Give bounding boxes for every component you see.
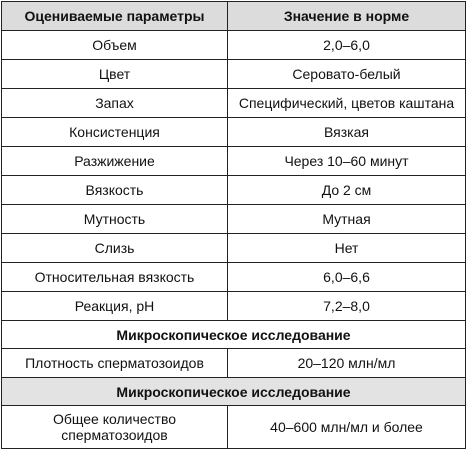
value-cell: Нет (228, 234, 466, 263)
param-cell: Вязкость (2, 176, 228, 205)
section-title: Микроскопическое исследование (2, 321, 466, 349)
value-cell: Вязкая (228, 118, 466, 147)
param-cell: Запах (2, 89, 228, 118)
table-row (2, 147, 466, 176)
value-cell: До 2 см (228, 176, 466, 205)
value-cell: 6,0–6,6 (228, 263, 466, 292)
table-row (2, 31, 466, 60)
table-row (2, 89, 466, 118)
value-cell: Через 10–60 минут (228, 147, 466, 176)
table-row (2, 406, 466, 449)
param-cell: Относительная вязкость (2, 263, 228, 292)
table-row (2, 118, 466, 147)
section-header-row (2, 321, 466, 349)
table-header-row (2, 2, 466, 31)
table-row (2, 60, 466, 89)
value-cell: 40–600 млн/мл и более (228, 406, 466, 449)
value-cell: Серовато-белый (228, 60, 466, 89)
param-cell: Объем (2, 31, 228, 60)
table-row (2, 205, 466, 234)
value-cell: 7,2–8,0 (228, 292, 466, 321)
table-row (2, 176, 466, 205)
value-cell: 2,0–6,0 (228, 31, 466, 60)
section-header-row (2, 378, 466, 406)
param-cell: Плотность сперматозоидов (2, 349, 228, 378)
table-row (2, 292, 466, 321)
semen-analysis-table (1, 1, 466, 449)
value-cell: Специфический, цветов каштана (228, 89, 466, 118)
value-cell: Мутная (228, 205, 466, 234)
table-row (2, 263, 466, 292)
value-cell: 20–120 млн/мл (228, 349, 466, 378)
param-cell: Слизь (2, 234, 228, 263)
param-cell: Общее количество сперматозоидов (2, 406, 228, 449)
param-cell: Консистенция (2, 118, 228, 147)
param-cell: Цвет (2, 60, 228, 89)
param-cell: Реакция, рН (2, 292, 228, 321)
table-row (2, 349, 466, 378)
header-param-cell: Оцениваемые параметры (2, 2, 228, 31)
table-row (2, 234, 466, 263)
header-value-cell: Значение в норме (228, 2, 466, 31)
section-title: Микроскопическое исследование (2, 378, 466, 406)
param-cell: Разжижение (2, 147, 228, 176)
param-cell: Мутность (2, 205, 228, 234)
